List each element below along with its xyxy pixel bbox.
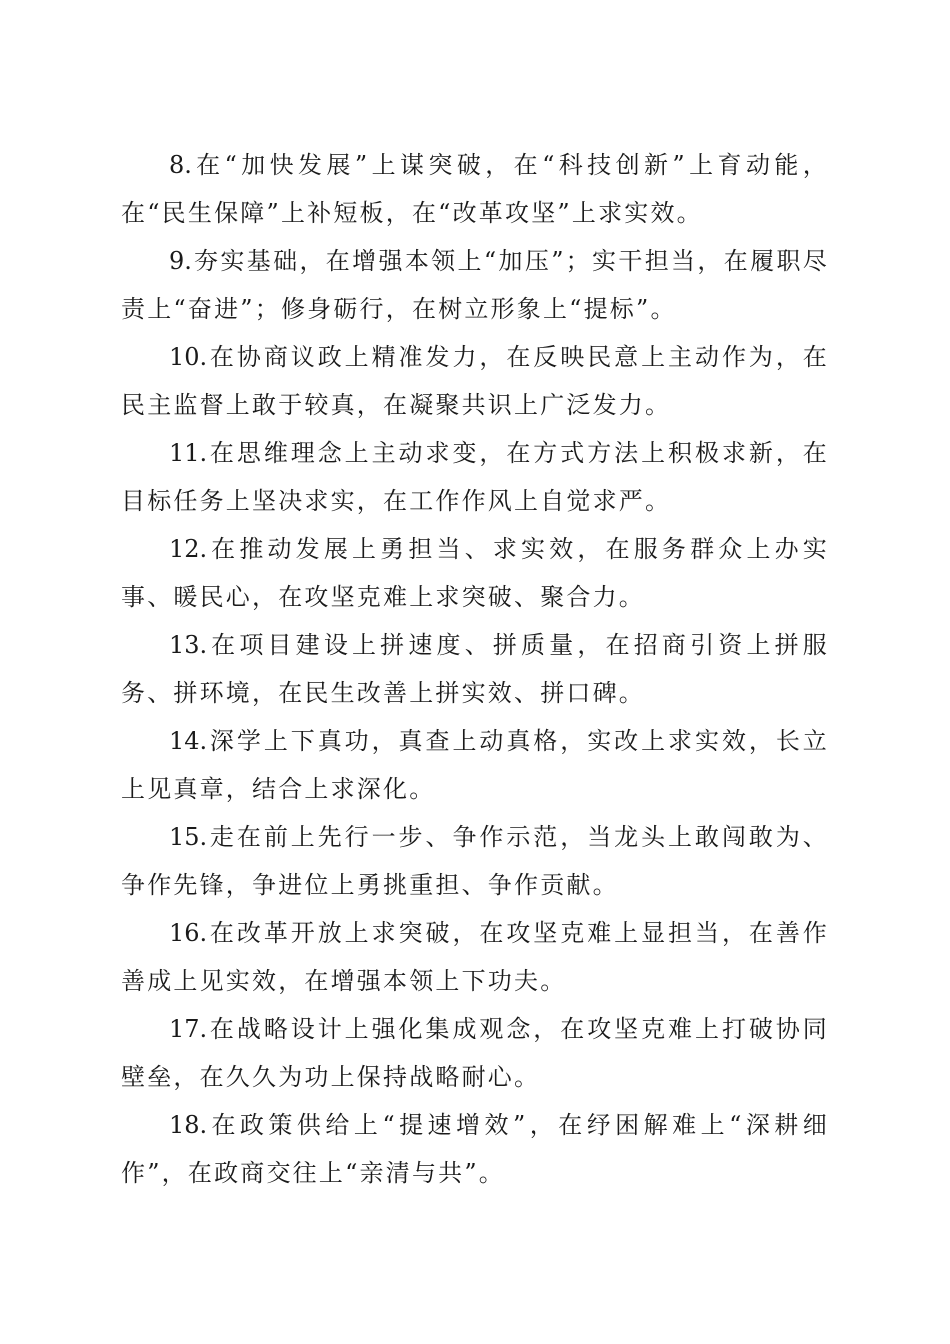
paragraph-number: 16. xyxy=(169,919,208,947)
paragraph-text: 深学上下真功，真查上动真格，实改上求实效，长立上见真章，结合上求深化。 xyxy=(121,727,829,803)
paragraph-11 xyxy=(121,429,829,525)
paragraph-14 xyxy=(121,717,829,813)
paragraph-text: 在项目建设上拼速度、拼质量，在招商引资上拼服务、拼环境，在民生改善上拼实效、拼口碑。 xyxy=(121,631,829,707)
paragraph-number: 10. xyxy=(169,343,208,371)
paragraph-9 xyxy=(121,237,829,333)
paragraph-15 xyxy=(121,813,829,909)
paragraph-text: 在改革开放上求突破，在攻坚克难上显担当，在善作善成上见实效，在增强本领上下功夫。 xyxy=(121,919,829,995)
paragraph-number: 11. xyxy=(169,439,208,467)
paragraph-number: 8. xyxy=(169,151,192,179)
paragraph-text: 在协商议政上精准发力，在反映民意上主动作为，在民主监督上敢于较真，在凝聚共识上广泛发力。 xyxy=(121,343,829,419)
paragraph-number: 17. xyxy=(169,1015,208,1043)
paragraph-text: 在“加快发展”上谋突破，在“科技创新”上育动能，在“民生保障”上补短板，在“改革攻坚”上求实效。 xyxy=(121,151,829,227)
paragraph-13 xyxy=(121,621,829,717)
paragraph-text: 在战略设计上强化集成观念，在攻坚克难上打破协同壁垒，在久久为功上保持战略耐心。 xyxy=(121,1015,829,1091)
paragraph-text: 夯实基础，在增强本领上“加压”；实干担当，在履职尽责上“奋进”；修身砺行，在树立形象上“提标”。 xyxy=(121,247,829,323)
paragraph-text: 在推动发展上勇担当、求实效，在服务群众上办实事、暖民心，在攻坚克难上求突破、聚合力。 xyxy=(121,535,829,611)
paragraph-8 xyxy=(121,141,829,237)
paragraph-16 xyxy=(121,909,829,1005)
paragraph-10 xyxy=(121,333,829,429)
paragraph-number: 12. xyxy=(169,535,208,563)
paragraph-text: 在思维理念上主动求变，在方式方法上积极求新，在目标任务上坚决求实，在工作作风上自觉求严。 xyxy=(121,439,829,515)
paragraph-17 xyxy=(121,1005,829,1101)
paragraph-number: 9. xyxy=(169,247,192,275)
paragraph-18 xyxy=(121,1101,829,1197)
paragraph-text: 走在前上先行一步、争作示范，当龙头上敢闯敢为、争作先锋，争进位上勇挑重担、争作贡献。 xyxy=(121,823,829,899)
paragraph-number: 18. xyxy=(169,1111,208,1139)
paragraph-12 xyxy=(121,525,829,621)
paragraph-number: 14. xyxy=(169,727,208,755)
paragraph-text: 在政策供给上“提速增效”，在纾困解难上“深耕细作”，在政商交往上“亲清与共”。 xyxy=(121,1111,829,1187)
paragraph-number: 15. xyxy=(169,823,208,851)
paragraph-number: 13. xyxy=(169,631,208,659)
document-body xyxy=(121,141,829,1197)
